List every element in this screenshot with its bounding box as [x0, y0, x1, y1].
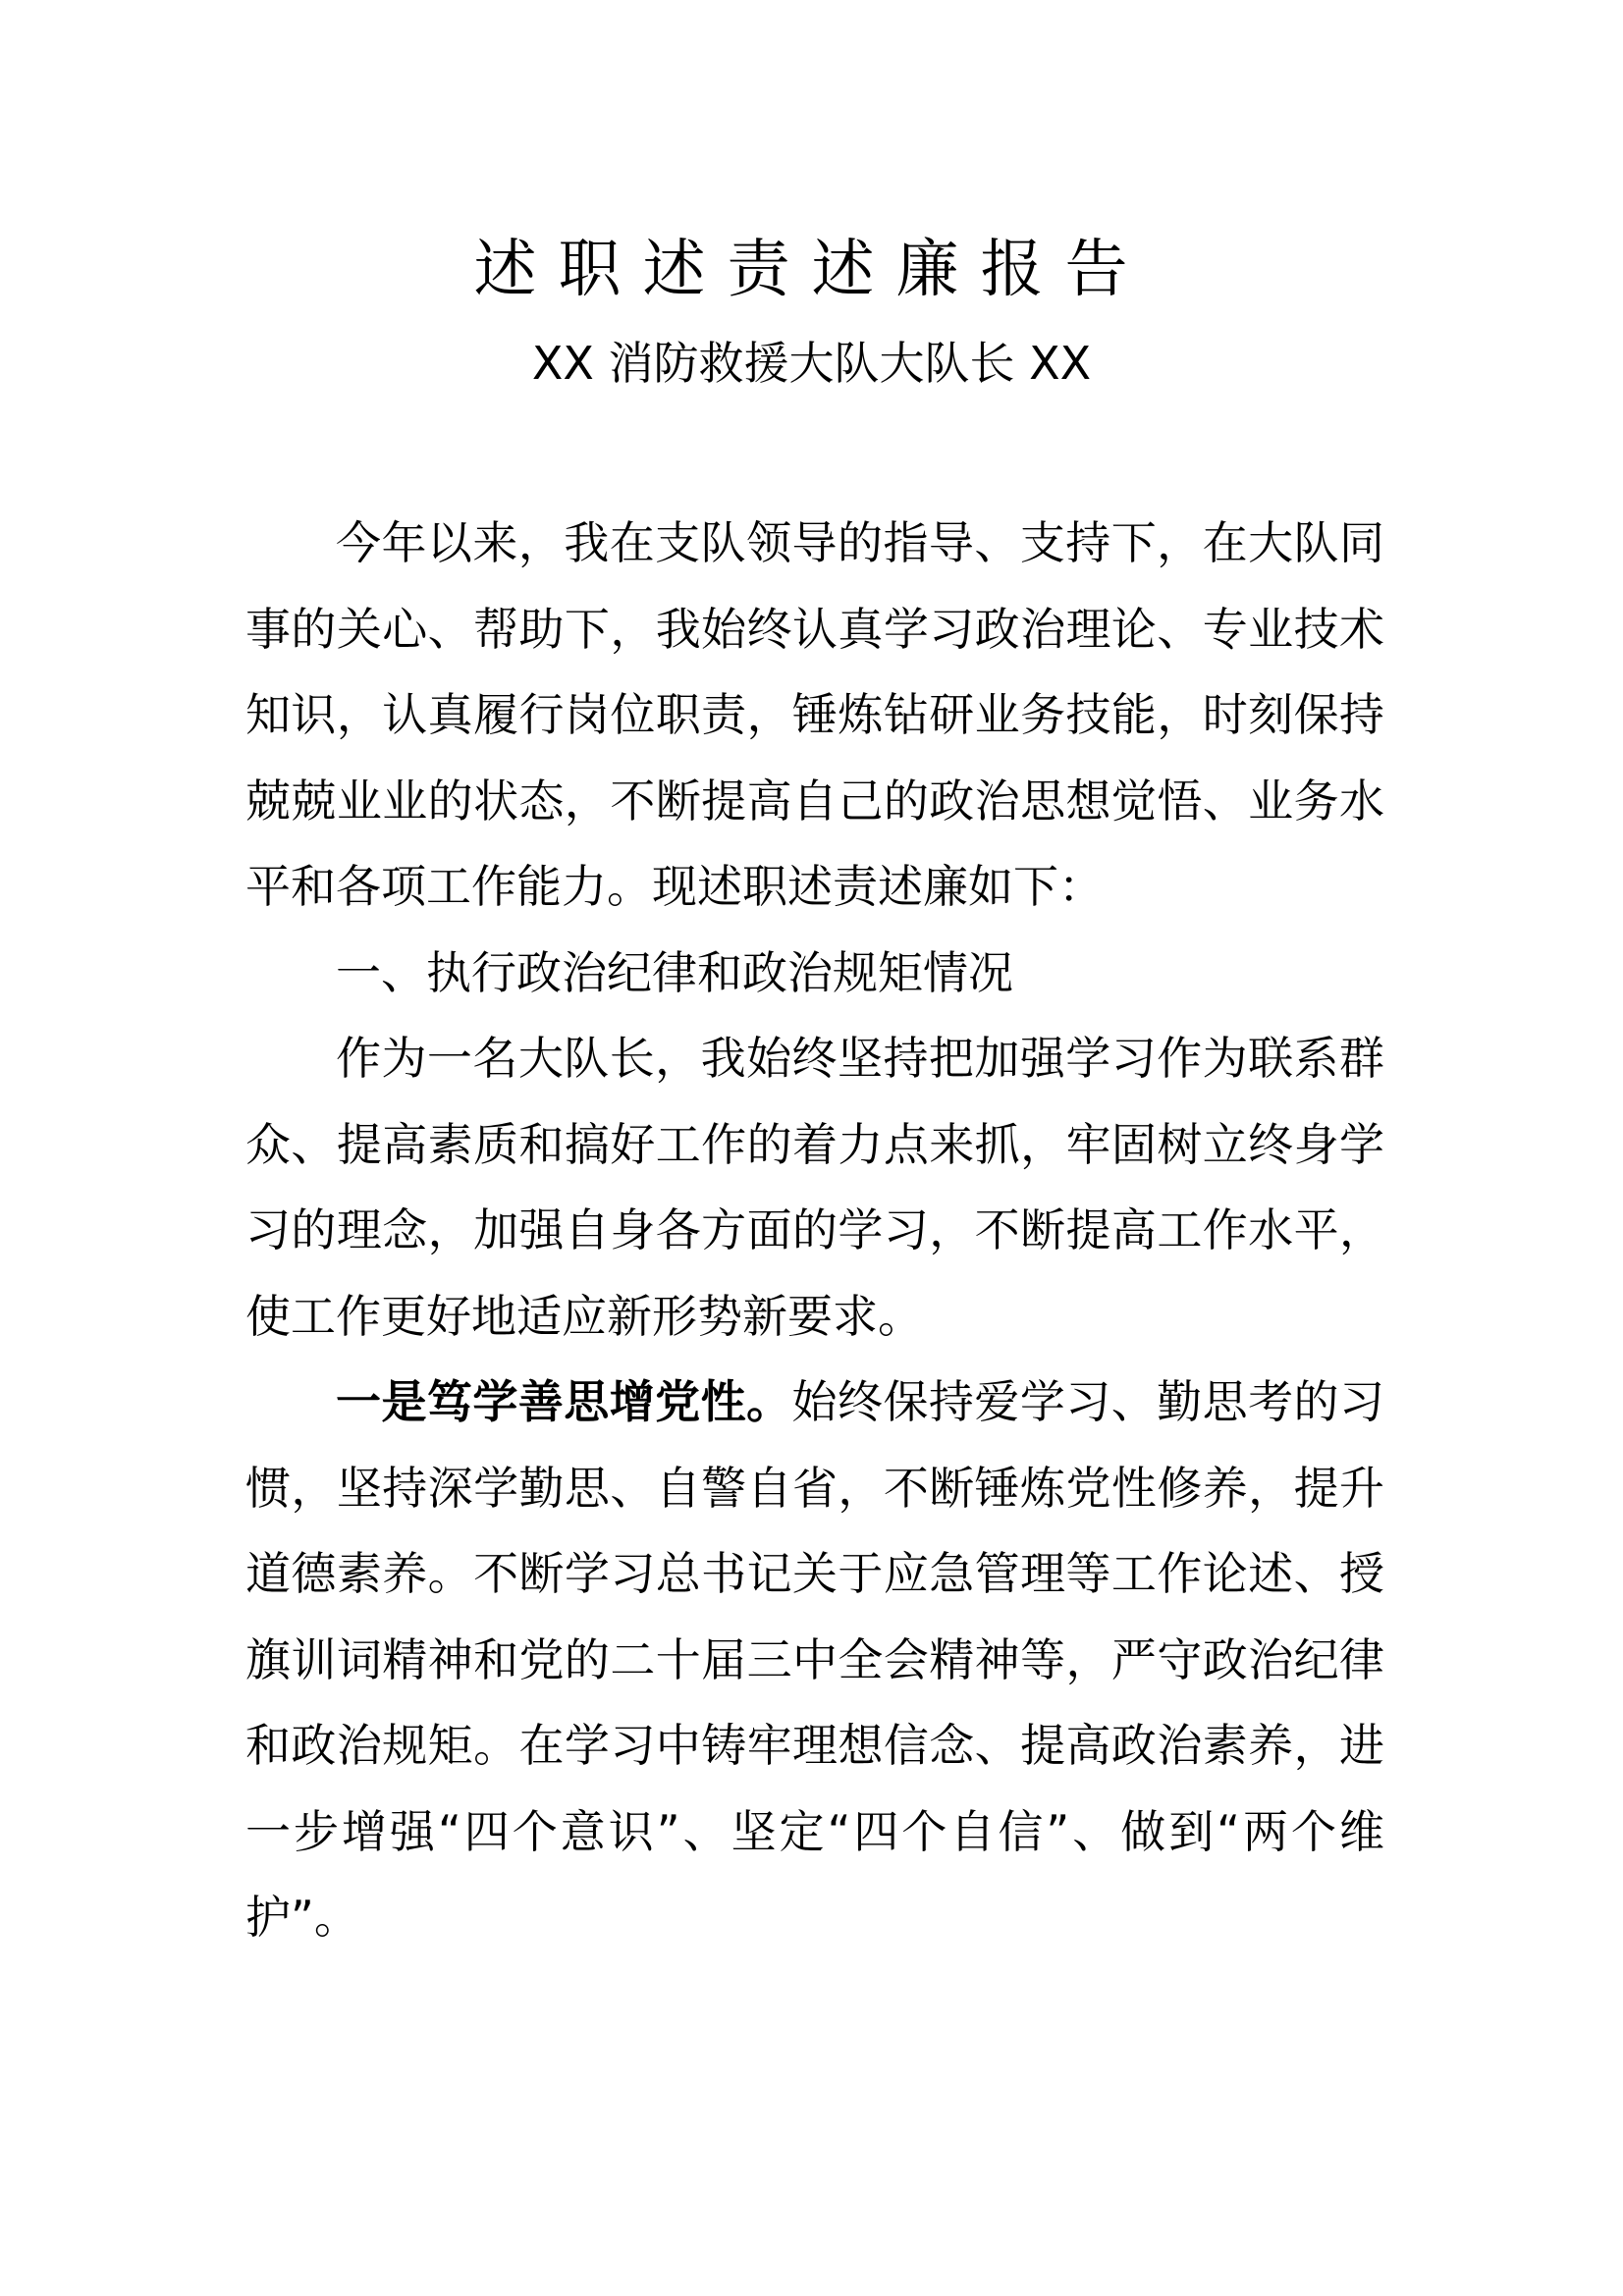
point-1-body: 始终保持爱学习、勤思考的习惯，坚持深学勤思、自警自省，不断锤炼党性修养，提升道德素养。不断学习总书记关于应急管理等工作论述、授旗训词精神和党的二十届三中全会精神等，严守政治纪律和政治规矩。在学习中铸牢理想信念、提高政治素养，进一步增强“四个意识”、坚定“四个自信”、做到“两个维护”。 [245, 1375, 1385, 1944]
paragraph-intro: 今年以来，我在支队领导的指导、支持下，在大队同事的关心、帮助下，我始终认真学习政治理论、专业技术知识，认真履行岗位职责，锤炼钻研业务技能，时刻保持兢兢业业的状态，不断提高自己的政治思想觉悟、业务水平和各项工作能力。现述职述责述廉如下： [245, 516, 1384, 913]
document-body [245, 501, 1384, 1961]
paragraph-point-1 [245, 1360, 1384, 1961]
document-subtitle: XX 消防救援大队大队长 XX [531, 337, 1092, 390]
point-1-lead: 一是笃学善思增党性。 [336, 1375, 792, 1428]
paragraph-section1: 作为一名大队长，我始终坚持把加强学习作为联系群众、提高素质和搞好工作的着力点来抓，牢固树立终身学习的理念，加强自身各方面的学习，不断提高工作水平，使工作更好地适应新形势新要求。 [245, 1032, 1384, 1343]
document-title: 述职述责述廉报告 [473, 234, 1150, 306]
section-heading-1: 一、执行政治纪律和政治规矩情况 [336, 945, 1013, 999]
